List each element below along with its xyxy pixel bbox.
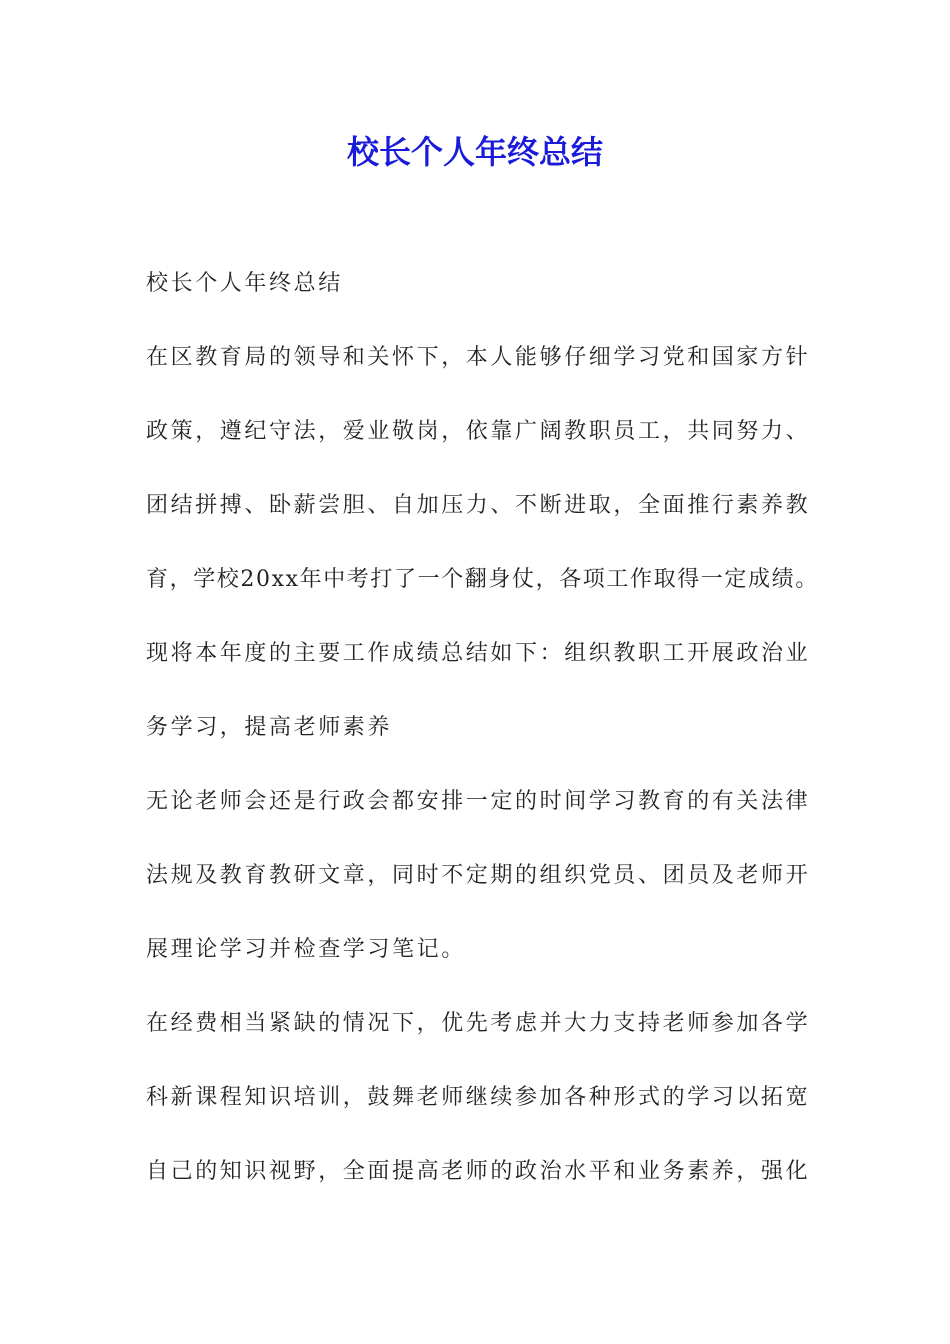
body-line: 务学习，提高老师素养	[146, 715, 393, 740]
body-line: 展理论学习并检查学习笔记。	[146, 937, 466, 962]
document-body	[146, 262, 836, 1224]
body-line: 育，学校20xx年中考打了一个翻身仗，各项工作取得一定成绩。	[146, 567, 819, 592]
body-line: 无论老师会还是行政会都安排一定的时间学习教育的有关法律	[146, 789, 811, 814]
body-line: 在区教育局的领导和关怀下，本人能够仔细学习党和国家方针	[146, 345, 811, 370]
body-line: 法规及教育教研文章，同时不定期的组织党员、团员及老师开	[146, 863, 811, 888]
body-line: 自己的知识视野，全面提高老师的政治水平和业务素养，强化	[146, 1159, 811, 1184]
document-title: 校长个人年终总结	[346, 133, 603, 171]
body-line: 团结拼搏、卧薪尝胆、自加压力、不断进取，全面推行素养教	[146, 493, 811, 518]
body-line: 校长个人年终总结	[146, 271, 343, 296]
body-line: 现将本年度的主要工作成绩总结如下：组织教职工开展政治业	[146, 641, 811, 666]
body-line: 政策，遵纪守法，爱业敬岗，依靠广阔教职员工，共同努力、	[146, 419, 811, 444]
body-line: 科新课程知识培训，鼓舞老师继续参加各种形式的学习以拓宽	[146, 1085, 811, 1110]
body-line: 在经费相当紧缺的情况下，优先考虑并大力支持老师参加各学	[146, 1011, 811, 1036]
